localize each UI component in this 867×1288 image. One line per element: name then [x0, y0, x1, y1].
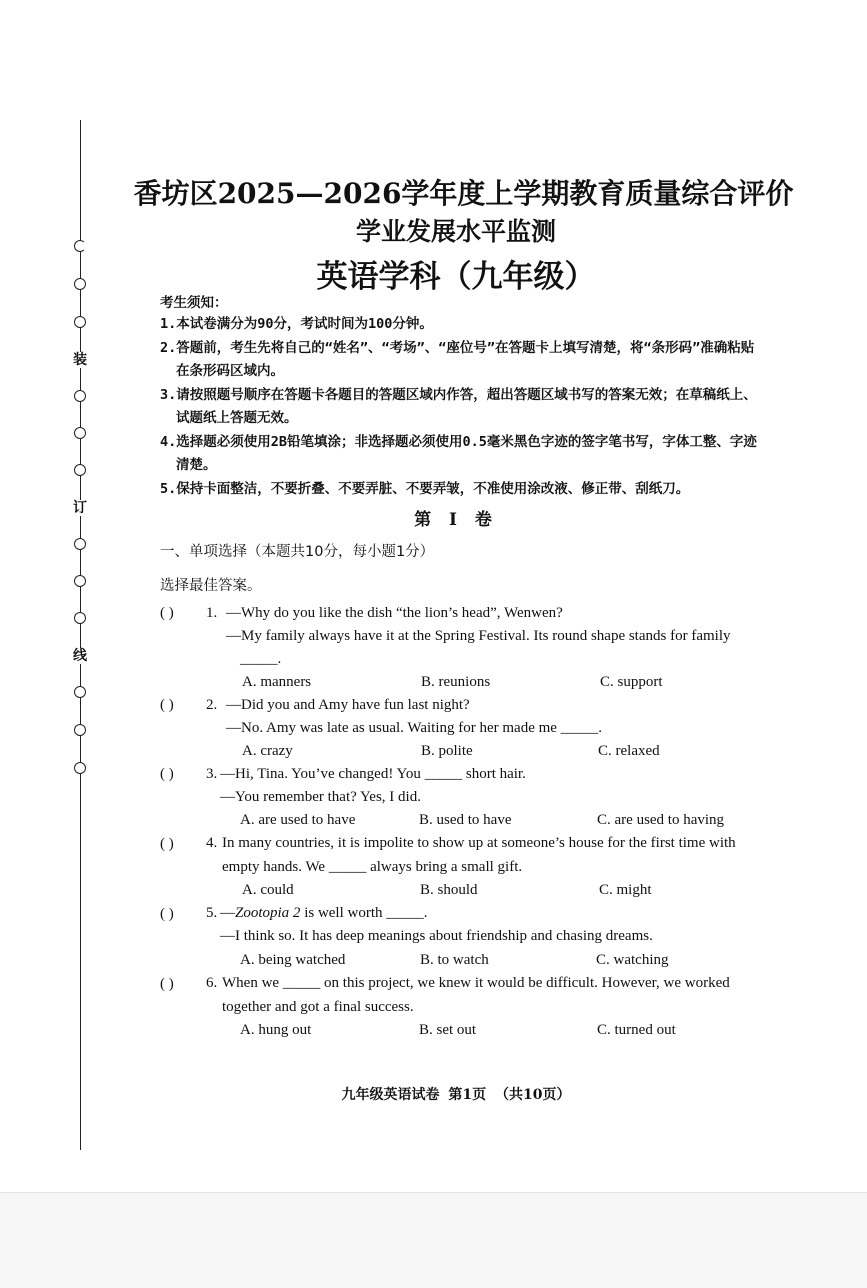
answer-blank[interactable]: ( ) [160, 605, 174, 621]
question-number: 4. [206, 835, 218, 851]
question-line: empty hands. We _____ always bring a small gift. [222, 859, 523, 875]
dash: — [220, 905, 235, 921]
question-line: —I think so. It has deep meanings about friendship and chasing dreams. [220, 928, 653, 944]
question-number: 5. [206, 905, 218, 921]
option-b[interactable]: B. set out [419, 1022, 477, 1038]
notice-list [160, 313, 765, 501]
option-b[interactable]: B. reunions [421, 674, 491, 690]
binding-circle-mark [74, 464, 86, 476]
question-line: —Did you and Amy have fun last night? [226, 697, 470, 713]
exam-title-line1: 香坊区2025—2026学年度上学期教育质量综合评价 [133, 177, 794, 210]
binding-circle-mark [74, 686, 86, 698]
question-text: is well worth _____. [300, 905, 428, 921]
question-line: —My family always have it at the Spring Festival. Its round shape stands for family [226, 628, 731, 644]
binding-circle-mark [74, 316, 86, 328]
question-line: —Why do you like the dish “the lion’s head”, Wenwen? [226, 605, 563, 621]
option-c[interactable]: C. might [599, 882, 652, 898]
option-a[interactable]: A. crazy [242, 743, 293, 759]
binding-circle-mark [74, 575, 86, 587]
exam-subject-title: 英语学科（九年级） [316, 259, 596, 295]
answer-blank[interactable]: ( ) [160, 976, 174, 992]
viewer-background [0, 1192, 867, 1288]
section-heading: 一、单项选择（本题共10分，每小题1分） [160, 544, 435, 560]
answer-blank[interactable]: ( ) [160, 906, 174, 922]
exam-title-line2: 学业发展水平监测 [355, 217, 556, 246]
question-number: 1. [206, 605, 218, 621]
option-b[interactable]: B. to watch [420, 952, 489, 968]
question-line [220, 905, 428, 922]
question-number: 2. [206, 697, 218, 713]
notice-item: 4.选择题必须使用2B铅笔填涂；非选择题必须使用0.5毫米黑色字迹的签字笔书写，字体工整、字迹清楚。 [160, 433, 757, 473]
binding-circle-mark [74, 724, 86, 736]
question-number: 6. [206, 975, 218, 991]
notice-heading: 考生须知： [160, 295, 228, 311]
option-c[interactable]: C. turned out [597, 1022, 676, 1038]
movie-title: Zootopia 2 [235, 905, 301, 921]
option-a[interactable]: A. are used to have [240, 812, 356, 828]
option-c[interactable]: C. support [600, 674, 663, 690]
binding-label-ding: 订 [73, 500, 87, 516]
binding-circle-mark [74, 427, 86, 439]
option-a[interactable]: A. hung out [240, 1022, 312, 1038]
notice-item: 1.本试卷满分为90分，考试时间为100分钟。 [160, 316, 433, 332]
binding-label-zhuang: 装 [73, 352, 87, 368]
option-c[interactable]: C. watching [596, 952, 669, 968]
option-c[interactable]: C. relaxed [598, 743, 660, 759]
answer-blank[interactable]: ( ) [160, 836, 174, 852]
binding-circle-mark [74, 390, 86, 402]
notice-item: 2.答题前，考生先将自己的“姓名”、“考场”、“座位号”在答题卡上填写清楚，将“条形码”准确粘贴在条形码区域内。 [160, 339, 755, 379]
answer-blank[interactable]: ( ) [160, 697, 174, 713]
volume-heading: 第 I 卷 [414, 510, 498, 530]
question-line: In many countries, it is impolite to show up at someone’s house for the first time with [222, 835, 736, 851]
option-c[interactable]: C. are used to having [597, 812, 725, 828]
option-a[interactable]: A. could [242, 882, 294, 898]
notice-item: 3.请按照题号顺序在答题卡各题目的答题区域内作答，超出答题区域书写的答案无效；在草稿纸上、试题纸上答题无效。 [160, 386, 757, 426]
binding-circle-mark [74, 612, 86, 624]
question-line: _____. [240, 651, 282, 667]
section-instruction: 选择最佳答案。 [160, 578, 262, 594]
binding-label-xian: 线 [73, 648, 87, 664]
question-line: When we _____ on this project, we knew it would be difficult. However, we worked [222, 975, 730, 991]
question-line: —Hi, Tina. You’ve changed! You _____ short hair. [220, 766, 526, 782]
option-a[interactable]: A. being watched [240, 952, 346, 968]
option-a[interactable]: A. manners [242, 674, 312, 690]
notice-item: 5.保持卡面整洁，不要折叠、不要弄脏、不要弄皱，不准使用涂改液、修正带、刮纸刀。 [160, 480, 690, 497]
question-line: —You remember that? Yes, I did. [220, 789, 421, 805]
option-b[interactable]: B. should [420, 882, 478, 898]
question-line: —No. Amy was late as usual. Waiting for her made me _____. [226, 720, 602, 736]
page-footer: 九年级英语试卷 第1页 （共10页） [341, 1087, 571, 1103]
binding-circle-mark [74, 762, 86, 774]
question-number: 3. [206, 766, 218, 782]
answer-blank[interactable]: ( ) [160, 766, 174, 782]
option-b[interactable]: B. polite [421, 743, 473, 759]
binding-circle-mark [74, 538, 86, 550]
option-b[interactable]: B. used to have [419, 812, 512, 828]
question-line: together and got a final success. [222, 999, 414, 1015]
